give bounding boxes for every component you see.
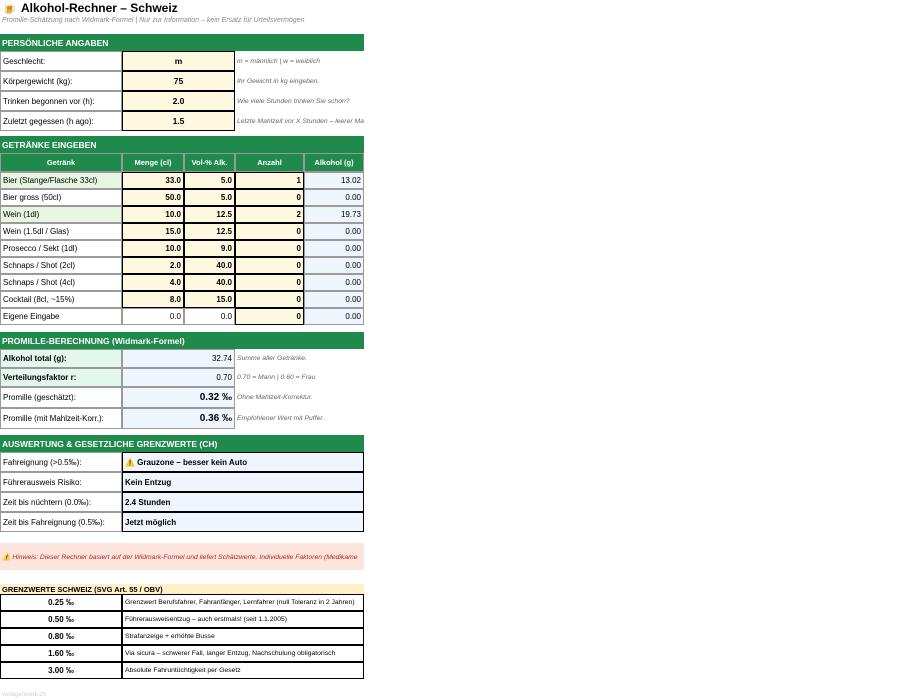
alcohol-total-value: 32.74 xyxy=(122,349,235,368)
time-drive-value: Jetzt möglich xyxy=(122,512,364,532)
drink-vol-input[interactable]: 12.5 xyxy=(184,206,235,223)
title-bar xyxy=(2,0,178,16)
gender-input[interactable]: m xyxy=(122,51,235,71)
gender-note: m = männlich | w = weiblich xyxy=(237,57,320,65)
drink-alcohol-value: 0.00 xyxy=(304,291,364,308)
fitness-value: ⚠️ Grauzone – besser kein Auto xyxy=(122,452,364,472)
drink-count-input[interactable]: 0 xyxy=(235,291,304,308)
time-drive-label: Zeit bis Fahreignung (0.5‰): xyxy=(0,512,122,532)
limit-description: Via sicura – schwerer Fall, langer Entzug, Nachschulung obligatorisch xyxy=(122,645,364,662)
drink-vol-input[interactable]: 40.0 xyxy=(184,257,235,274)
limit-description: Strafanzeige + erhöhte Busse xyxy=(122,628,364,645)
drinks-header-row xyxy=(0,153,364,172)
drinking-start-input[interactable]: 2.0 xyxy=(122,91,235,111)
section-calc-heading: PROMILLE-BERECHNUNG (Widmark-Formel) xyxy=(0,332,364,349)
time-sober-label: Zeit bis nüchtern (0.0‰): xyxy=(0,492,122,512)
drink-amount-input[interactable]: 10.0 xyxy=(122,206,184,223)
alcohol-total-note: Summe aller Getränke. xyxy=(237,355,307,362)
calc-row-factor xyxy=(0,368,365,387)
drink-row xyxy=(0,274,364,291)
drink-count-input[interactable]: 1 xyxy=(235,172,304,189)
drinking-start-note: Wie viele Stunden trinken Sie schon? xyxy=(237,97,350,105)
promille-meal-note: Empfohlener Wert mit Puffer. xyxy=(237,415,325,422)
drink-name: Bier (Stange/Flasche 33cl) xyxy=(0,172,122,189)
drink-row xyxy=(0,189,364,206)
drink-name: Schnaps / Shot (2cl) xyxy=(0,257,122,274)
drink-amount-input[interactable]: 50.0 xyxy=(122,189,184,206)
personal-row-gender xyxy=(0,51,365,71)
weight-note: Ihr Gewicht in kg eingeben. xyxy=(237,77,320,85)
drink-amount-input[interactable]: 10.0 xyxy=(122,240,184,257)
drink-amount-input[interactable]: 15.0 xyxy=(122,223,184,240)
drink-row xyxy=(0,257,364,274)
section-personal-heading: PERSÖNLICHE ANGABEN xyxy=(0,34,364,51)
col-header-alcohol: Alkohol (g) xyxy=(304,153,364,172)
drink-amount-input[interactable]: 2.0 xyxy=(122,257,184,274)
limit-value: 0.50 ‰ xyxy=(0,611,122,628)
drink-name: Cocktail (8cl, ~15%) xyxy=(0,291,122,308)
drink-name: Eigene Eingabe xyxy=(0,308,122,325)
col-header-drink: Getränk xyxy=(0,153,122,172)
limit-row xyxy=(0,628,364,645)
license-risk-label: Führerausweis Risiko: xyxy=(0,472,122,492)
col-header-vol: Vol-% Alk. xyxy=(184,153,235,172)
drink-row xyxy=(0,240,364,257)
drinking-start-label: Trinken begonnen vor (h): xyxy=(0,91,122,111)
drink-vol-input[interactable]: 15.0 xyxy=(184,291,235,308)
drink-alcohol-value: 19.73 xyxy=(304,206,364,223)
license-risk-value: Kein Entzug xyxy=(122,472,364,492)
personal-row-last-meal xyxy=(0,111,365,131)
personal-row-weight xyxy=(0,71,365,91)
promille-estimated-value: 0.32 ‰ xyxy=(122,387,235,408)
page-subtitle: Promille-Schätzung nach Widmark-Formel | Nur zur Information – kein Ersatz für Urteilsvermögen xyxy=(2,17,305,24)
drink-vol-input[interactable]: 9.0 xyxy=(184,240,235,257)
last-meal-input[interactable]: 1.5 xyxy=(122,111,235,131)
eval-row-sober xyxy=(0,492,364,512)
drink-amount-input[interactable]: 8.0 xyxy=(122,291,184,308)
drink-count-input[interactable]: 0 xyxy=(235,240,304,257)
drink-amount-input[interactable]: 33.0 xyxy=(122,172,184,189)
drink-count-input[interactable]: 0 xyxy=(235,274,304,291)
weight-label: Körpergewicht (kg): xyxy=(0,71,122,91)
limit-description: Absolute Fahruntüchtigkeit per Gesetz xyxy=(122,662,364,679)
calc-row-total xyxy=(0,349,365,368)
limit-row xyxy=(0,611,364,628)
limit-row xyxy=(0,645,364,662)
drink-name: Wein (1dl) xyxy=(0,206,122,223)
drink-row xyxy=(0,223,364,240)
drink-alcohol-value: 0.00 xyxy=(304,257,364,274)
limit-row xyxy=(0,594,364,611)
drink-row xyxy=(0,291,364,308)
drink-alcohol-value: 0.00 xyxy=(304,223,364,240)
alcohol-total-label: Alkohol total (g): xyxy=(0,349,122,368)
beer-mug-icon: 🍺 xyxy=(2,1,17,15)
col-header-amount: Menge (cl) xyxy=(122,153,184,172)
drink-vol-input[interactable]: 12.5 xyxy=(184,223,235,240)
weight-input[interactable]: 75 xyxy=(122,71,235,91)
distribution-factor-value: 0.70 xyxy=(122,368,235,387)
promille-meal-label: Promille (mit Mahlzeit-Korr.): xyxy=(0,408,122,429)
drink-alcohol-value: 0.00 xyxy=(304,274,364,291)
drink-vol-input[interactable]: 40.0 xyxy=(184,274,235,291)
drink-name: Wein (1.5dl / Glas) xyxy=(0,223,122,240)
distribution-factor-label: Verteilungsfaktor r: xyxy=(0,368,122,387)
drink-count-input[interactable]: 0 xyxy=(235,223,304,240)
drink-name: Prosecco / Sekt (1dl) xyxy=(0,240,122,257)
section-drinks-heading: GETRÄNKE EINGEBEN xyxy=(0,136,364,153)
calc-row-promille-meal xyxy=(0,408,365,429)
footer-credit: vorlagenwerk.ch xyxy=(2,692,46,698)
drink-count-input[interactable]: 0 xyxy=(235,189,304,206)
time-sober-value: 2.4 Stunden xyxy=(122,492,364,512)
calc-row-promille xyxy=(0,387,365,408)
drink-count-input[interactable]: 0 xyxy=(235,308,304,325)
promille-estimated-note: Ohne Mahlzeit-Korrektur. xyxy=(237,394,313,401)
drink-alcohol-value: 0.00 xyxy=(304,308,364,325)
drink-alcohol-value: 0.00 xyxy=(304,189,364,206)
drink-alcohol-value: 0.00 xyxy=(304,240,364,257)
section-limits-heading: GRENZWERTE SCHWEIZ (SVG Art. 55 / OBV) xyxy=(0,584,364,594)
limit-value: 1.60 ‰ xyxy=(0,645,122,662)
disclaimer-hint: ⚠️ Hinweis: Dieser Rechner basiert auf der Widmark-Formel und liefert Schätzwerte. Individuelle Faktoren (Medikame xyxy=(0,543,364,570)
drink-name: Bier gross (50cl) xyxy=(0,189,122,206)
gender-label: Geschlecht: xyxy=(0,51,122,71)
drink-vol-input[interactable]: 5.0 xyxy=(184,189,235,206)
drink-row xyxy=(0,206,364,223)
promille-meal-value: 0.36 ‰ xyxy=(122,408,235,429)
drink-name: Schnaps / Shot (4cl) xyxy=(0,274,122,291)
drink-amount-input[interactable]: 0.0 xyxy=(122,308,184,325)
last-meal-note: Letzte Mahlzeit vor X Stunden – leerer Ma xyxy=(237,117,364,125)
personal-row-drinking-start xyxy=(0,91,365,111)
drink-vol-input[interactable]: 0.0 xyxy=(184,308,235,325)
eval-row-license xyxy=(0,472,364,492)
eval-row-drive xyxy=(0,512,364,532)
limit-value: 0.25 ‰ xyxy=(0,594,122,611)
drink-count-input[interactable]: 2 xyxy=(235,206,304,223)
col-header-count: Anzahl xyxy=(235,153,304,172)
distribution-factor-note: 0.70 = Mann | 0.60 = Frau xyxy=(237,374,316,381)
eval-row-fitness xyxy=(0,452,364,472)
limit-description: Führerausweisentzug – auch erstmals! (seit 1.1.2005) xyxy=(122,611,364,628)
limit-value: 0.80 ‰ xyxy=(0,628,122,645)
last-meal-label: Zuletzt gegessen (h ago): xyxy=(0,111,122,131)
drink-count-input[interactable]: 0 xyxy=(235,257,304,274)
section-eval-heading: AUSWERTUNG & GESETZLICHE GRENZWERTE (CH) xyxy=(0,435,364,452)
drink-vol-input[interactable]: 5.0 xyxy=(184,172,235,189)
drink-row xyxy=(0,308,364,325)
page-title: Alkohol-Rechner – Schweiz xyxy=(20,1,178,15)
limit-description: Grenzwert Berufsfahrer, Fahranfänger, Lernfahrer (null Toleranz in 2 Jahren) xyxy=(122,594,364,611)
limit-value: 3.00 ‰ xyxy=(0,662,122,679)
drink-row xyxy=(0,172,364,189)
fitness-label: Fahreignung (>0.5‰): xyxy=(0,452,122,472)
promille-estimated-label: Promille (geschätzt): xyxy=(0,387,122,408)
drink-alcohol-value: 13.02 xyxy=(304,172,364,189)
drink-amount-input[interactable]: 4.0 xyxy=(122,274,184,291)
limit-row xyxy=(0,662,364,679)
